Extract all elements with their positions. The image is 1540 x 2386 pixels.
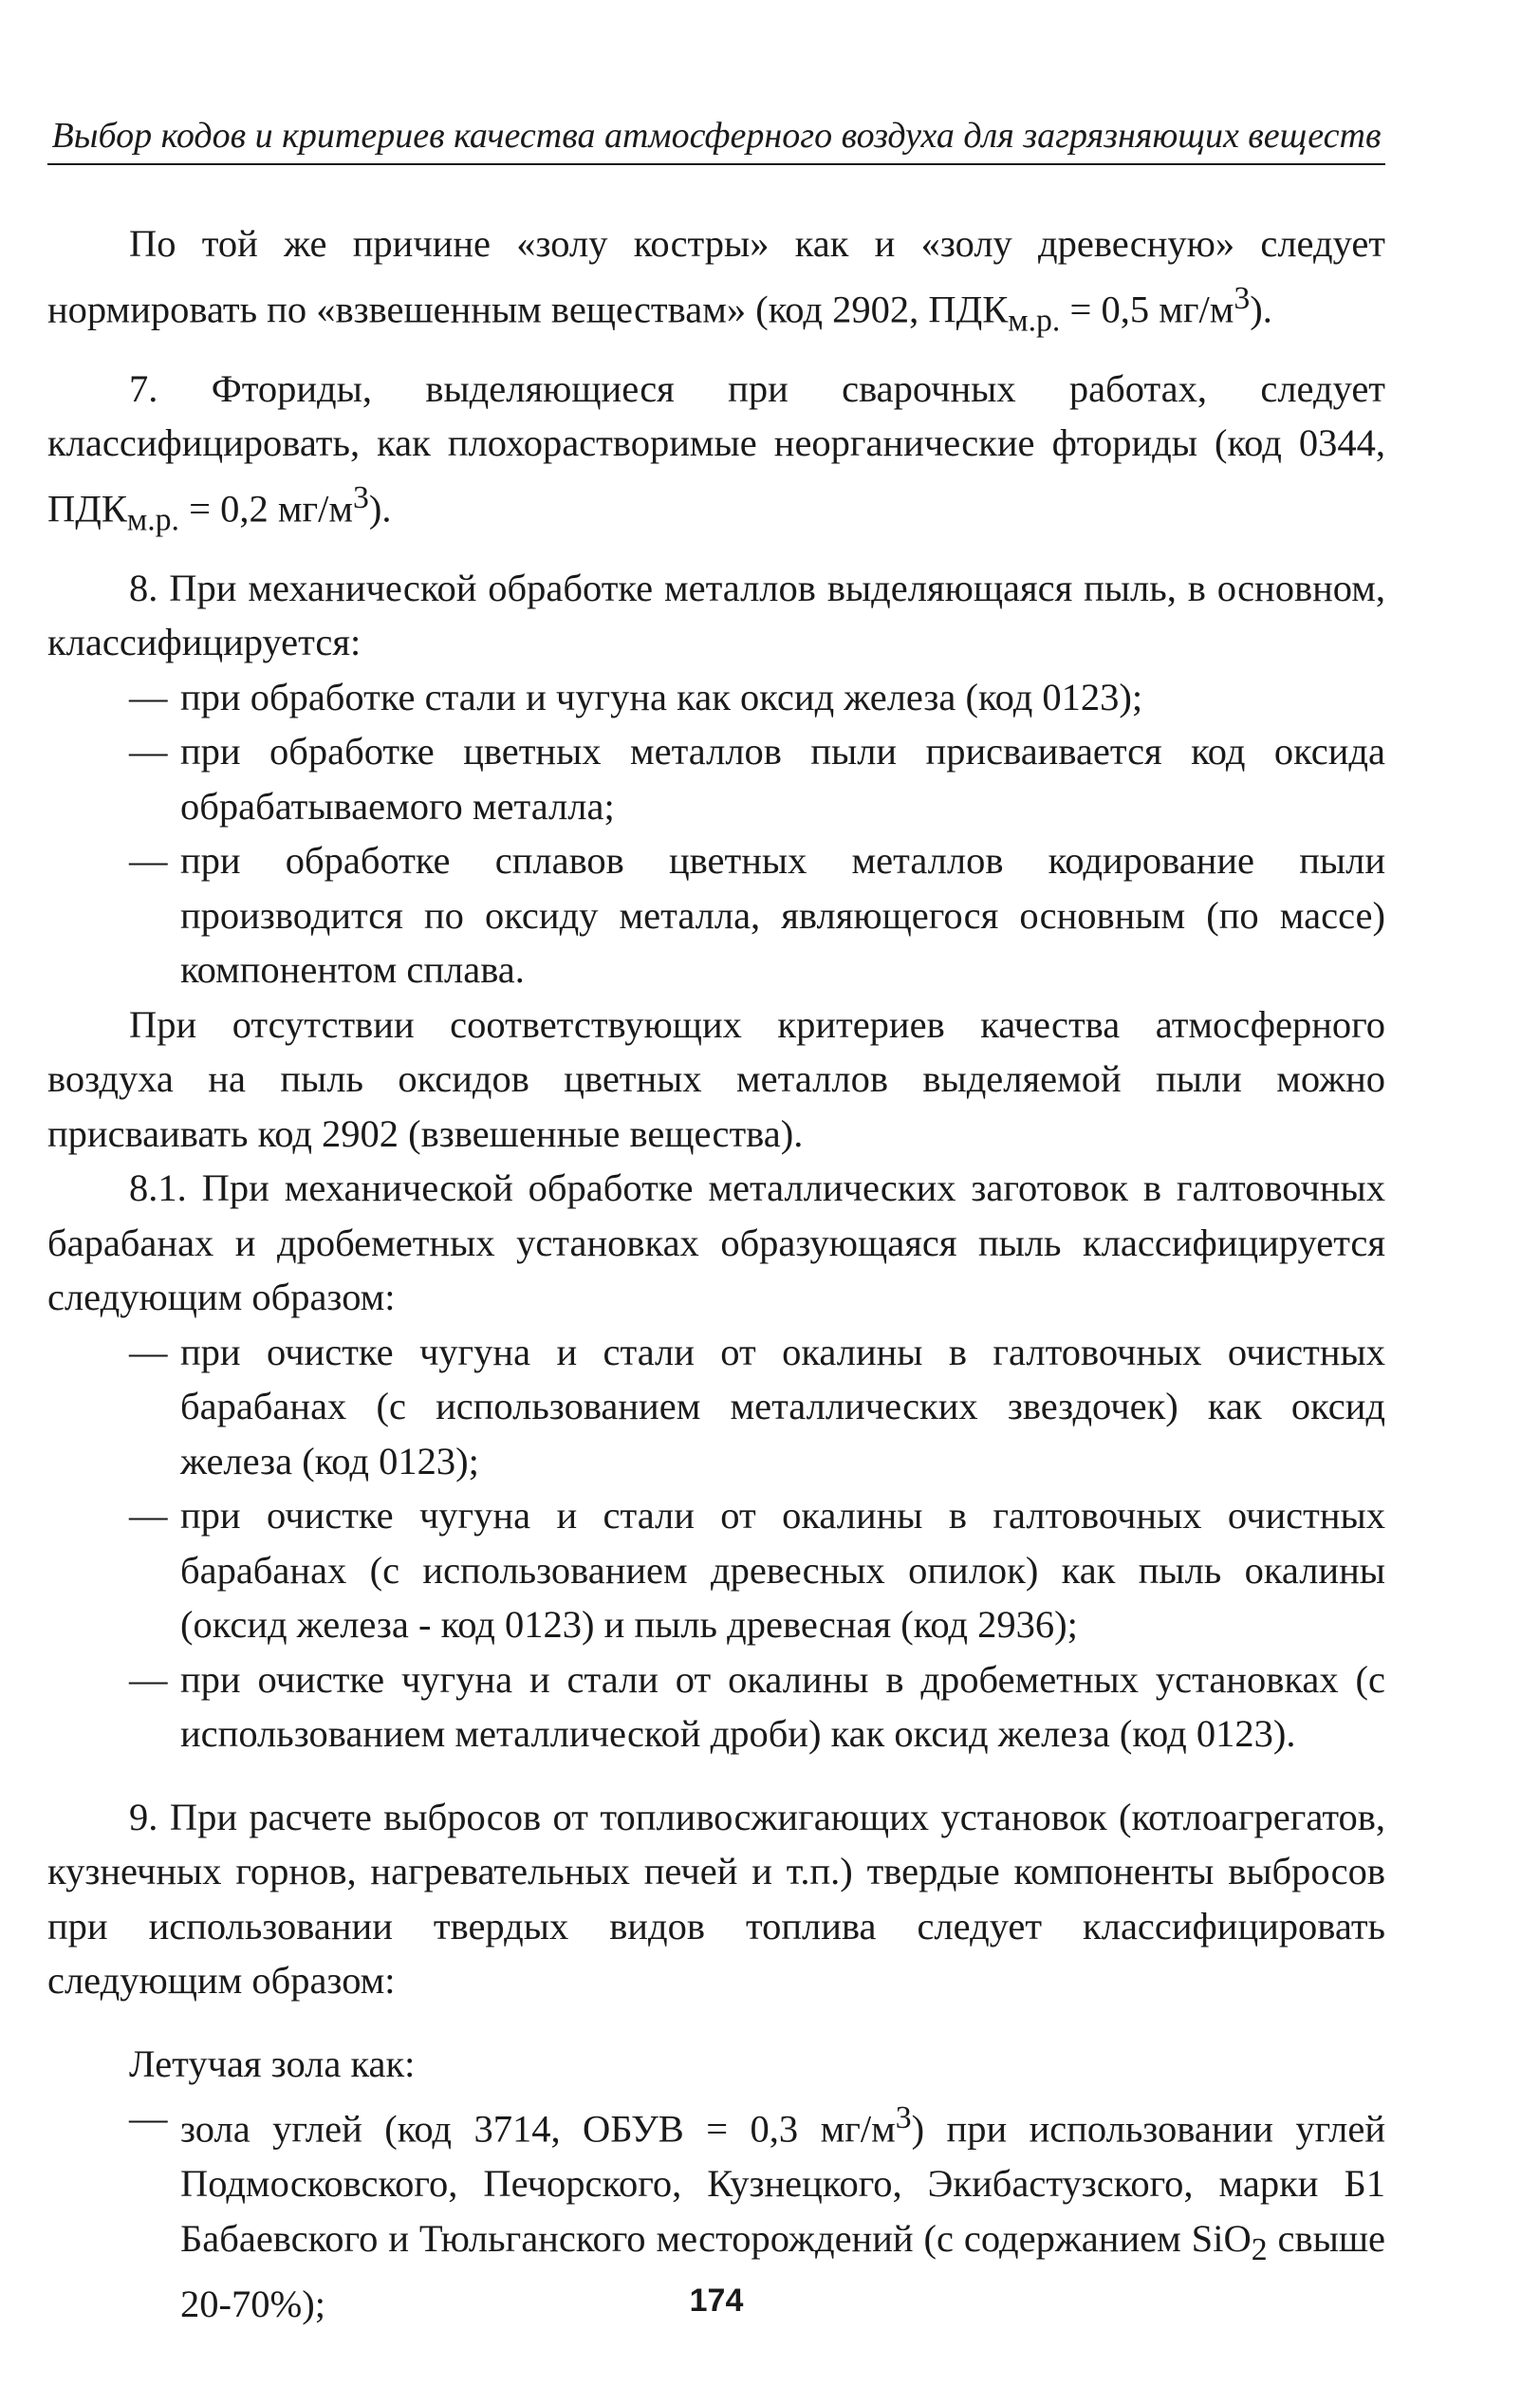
list-item xyxy=(47,833,1385,997)
list-item-text: при обработке цветных металлов пыли присваивается код оксида обрабатываемого металла; xyxy=(180,730,1385,828)
list-item-text: ) при использовании углей Подмосковского, Печорского, Кузнецкого, Экибастузского, марки Б1 Бабаевского и Тюльганского месторождений (с содержанием SiO xyxy=(180,2107,1385,2260)
subscript: м.р. xyxy=(1008,303,1061,339)
dash-marker: — xyxy=(129,730,168,774)
dash-marker: — xyxy=(129,1657,168,1701)
dash-marker: — xyxy=(129,839,168,883)
paragraph-text: = 0,2 мг/м xyxy=(179,487,353,531)
paragraph-7-fluorides xyxy=(47,362,1385,548)
paragraph-8-metal-dust: 8. При механической обработке металлов выделяющаяся пыль, в основном, классифицируется: xyxy=(47,566,1385,664)
list-item-text: при обработке стали и чугуна как оксид железа (код 0123); xyxy=(180,675,1143,718)
list-item-text: при очистке чугуна и стали от окалины в галтовочных очистных барабанах (с использованием металлических звездочек) как оксид железа (код 0123); xyxy=(180,1330,1385,1482)
paragraph-ash-fires xyxy=(47,216,1385,348)
list-item xyxy=(47,1652,1385,1762)
list-item-text: при очистке чугуна и стали от окалины в галтовочных очистных барабанах (с использованием древесных опилок) как пыль окалины (оксид железа - код 0123) и пыль древесная (код 2936); xyxy=(180,1494,1385,1647)
paragraph-text: 7. Фториды, выделяющиеся при сварочных работах, следует классифицировать, как плохорастворимые неорганические фториды (код 0344, ПДК xyxy=(47,366,1385,531)
list-item xyxy=(47,1325,1385,1489)
dash-marker: — xyxy=(129,675,168,718)
paragraph-8-note: При отсутствии соответствующих критериев качества атмосферного воздуха на пыль оксидов цветных металлов выделяемой пыли можно присваивать код 2902 (взвешенные вещества). xyxy=(47,1002,1385,1155)
dash-marker: — xyxy=(129,1494,168,1538)
superscript: 3 xyxy=(1234,280,1251,316)
dash-marker: — xyxy=(129,1330,168,1373)
list-item xyxy=(47,670,1385,725)
list-item-text: при обработке сплавов цветных металлов кодирование пыли производится по оксиду металла, являющегося основным (по массе) компонентом сплава. xyxy=(180,839,1385,992)
fly-ash-label: Летучая зола как: xyxy=(129,2041,416,2085)
dash-marker: — xyxy=(129,2097,168,2140)
paragraph-8-1-tumbling: 8.1. При механической обработке металлических заготовок в галтовочных барабанах и дробеметных установках образующаяся пыль классифицируется следующим образом: xyxy=(47,1166,1385,1319)
superscript: 3 xyxy=(352,479,369,515)
paragraph-text: ). xyxy=(1250,288,1272,330)
list-item xyxy=(47,724,1385,833)
list-item-text: при очистке чугуна и стали от окалины в дробеметных установках (с использованием металлической дроби) как оксид железа (код 0123). xyxy=(180,1657,1385,1756)
subscript: 2 xyxy=(1251,2231,1268,2267)
list-item xyxy=(47,1488,1385,1652)
paragraph-text: По той же причине «золу костры» как и «золу древесную» следует нормировать по «взвешенным веществам» (код 2902, ПДК xyxy=(47,222,1385,330)
list-item-text: свыше 20-70%); xyxy=(180,2216,1385,2326)
paragraph-9-combustion: 9. При расчете выбросов от топливосжигающих установок (котлоагрегатов, кузнечных горнов, нагревательных печей и т.п.) твердые компоненты выбросов при использовании твердых видов топлива следует классифицировать следующим образом: xyxy=(47,1795,1385,2003)
list-item-text: зола углей (код 3714, ОБУВ = 0,3 мг/м xyxy=(180,2107,896,2151)
running-header: Выбор кодов и критериев качества атмосферного воздуха для загрязняющих веществ xyxy=(51,116,1382,156)
superscript: 3 xyxy=(895,2100,912,2136)
paragraph-text: = 0,5 мг/м xyxy=(1060,288,1234,330)
page-number: 174 xyxy=(689,2283,744,2319)
header-rule xyxy=(47,163,1385,165)
subscript: м.р. xyxy=(126,502,179,538)
page-body xyxy=(47,216,1385,2332)
paragraph-text: ). xyxy=(368,487,392,531)
